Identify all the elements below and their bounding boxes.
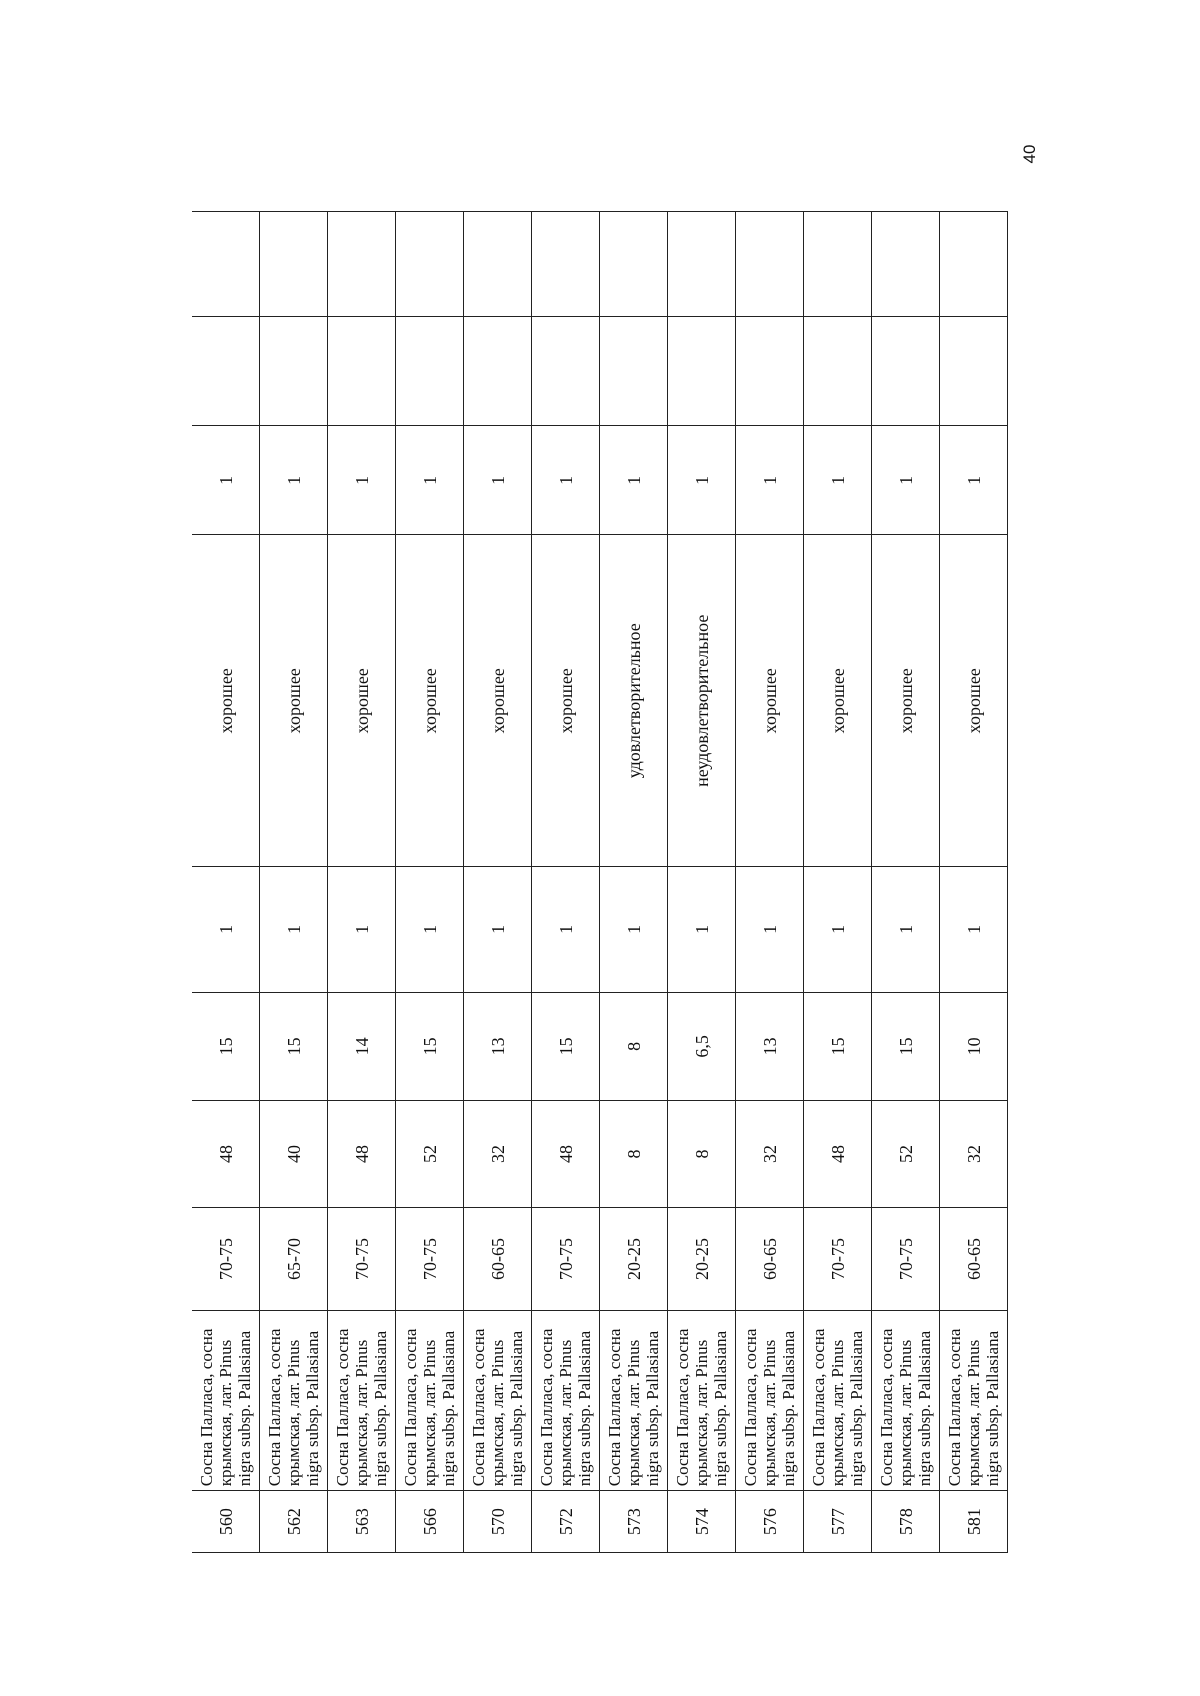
- cell-diameter: 8: [668, 1100, 736, 1207]
- inventory-table-rotated: [192, 211, 1004, 1553]
- cell-species: Сосна Палласа, сосна крымская, лат. Pinus nigra subsp. Pallasiana: [940, 1310, 1008, 1490]
- cell-empty-2: [872, 212, 940, 317]
- cell-condition: хорошее: [940, 535, 1008, 867]
- cell-height: 15: [872, 992, 940, 1100]
- cell-number: 577: [804, 1491, 872, 1553]
- cell-age: 70-75: [396, 1207, 464, 1310]
- cell-count-2: 1: [736, 426, 804, 535]
- cell-count: 1: [872, 867, 940, 993]
- cell-height: 14: [328, 992, 396, 1100]
- cell-empty-1: [464, 317, 532, 426]
- cell-empty-1: [804, 317, 872, 426]
- cell-count: 1: [192, 867, 260, 993]
- cell-count-2: 1: [464, 426, 532, 535]
- cell-age: 70-75: [872, 1207, 940, 1310]
- cell-number: 581: [940, 1491, 1008, 1553]
- cell-condition: неудовлетворительное: [668, 535, 736, 867]
- cell-height: 13: [736, 992, 804, 1100]
- cell-age: 60-65: [940, 1207, 1008, 1310]
- cell-empty-2: [532, 212, 600, 317]
- cell-count: 1: [464, 867, 532, 993]
- cell-age: 70-75: [532, 1207, 600, 1310]
- cell-height: 15: [260, 992, 328, 1100]
- cell-count-2: 1: [872, 426, 940, 535]
- cell-diameter: 48: [328, 1100, 396, 1207]
- cell-count-2: 1: [600, 426, 668, 535]
- cell-condition: хорошее: [532, 535, 600, 867]
- cell-diameter: 52: [396, 1100, 464, 1207]
- table-row: [600, 212, 668, 1553]
- cell-empty-2: [396, 212, 464, 317]
- cell-count: 1: [940, 867, 1008, 993]
- cell-species: Сосна Палласа, сосна крымская, лат. Pinus nigra subsp. Pallasiana: [600, 1310, 668, 1490]
- cell-diameter: 32: [940, 1100, 1008, 1207]
- inventory-table-container: [192, 211, 1004, 1553]
- cell-height: 15: [192, 992, 260, 1100]
- cell-count-2: 1: [940, 426, 1008, 535]
- cell-count: 1: [804, 867, 872, 993]
- cell-empty-2: [464, 212, 532, 317]
- table-row: [804, 212, 872, 1553]
- cell-species: Сосна Палласа, сосна крымская, лат. Pinus nigra subsp. Pallasiana: [736, 1310, 804, 1490]
- cell-number: 570: [464, 1491, 532, 1553]
- cell-height: 15: [804, 992, 872, 1100]
- cell-empty-2: [600, 212, 668, 317]
- cell-age: 65-70: [260, 1207, 328, 1310]
- cell-empty-2: [192, 212, 260, 317]
- cell-age: 60-65: [464, 1207, 532, 1310]
- cell-empty-2: [260, 212, 328, 317]
- cell-count-2: 1: [260, 426, 328, 535]
- cell-number: 576: [736, 1491, 804, 1553]
- cell-empty-1: [872, 317, 940, 426]
- cell-age: 60-65: [736, 1207, 804, 1310]
- cell-diameter: 32: [736, 1100, 804, 1207]
- cell-age: 70-75: [804, 1207, 872, 1310]
- cell-height: 10: [940, 992, 1008, 1100]
- cell-age: 70-75: [328, 1207, 396, 1310]
- cell-count: 1: [600, 867, 668, 993]
- cell-count: 1: [260, 867, 328, 993]
- cell-condition: хорошее: [736, 535, 804, 867]
- cell-count: 1: [396, 867, 464, 993]
- table-row: [940, 212, 1008, 1553]
- cell-height: 6,5: [668, 992, 736, 1100]
- cell-count: 1: [532, 867, 600, 993]
- cell-species: Сосна Палласа, сосна крымская, лат. Pinus nigra subsp. Pallasiana: [260, 1310, 328, 1490]
- cell-number: 578: [872, 1491, 940, 1553]
- cell-number: 573: [600, 1491, 668, 1553]
- cell-empty-2: [328, 212, 396, 317]
- table-row: [872, 212, 940, 1553]
- table-row: [192, 212, 260, 1553]
- cell-species: Сосна Палласа, сосна крымская, лат. Pinus nigra subsp. Pallasiana: [668, 1310, 736, 1490]
- cell-empty-1: [396, 317, 464, 426]
- cell-species: Сосна Палласа, сосна крымская, лат. Pinus nigra subsp. Pallasiana: [192, 1310, 260, 1490]
- cell-empty-1: [940, 317, 1008, 426]
- cell-species: Сосна Палласа, сосна крымская, лат. Pinus nigra subsp. Pallasiana: [464, 1310, 532, 1490]
- cell-condition: хорошее: [328, 535, 396, 867]
- cell-empty-1: [192, 317, 260, 426]
- cell-diameter: 40: [260, 1100, 328, 1207]
- cell-diameter: 8: [600, 1100, 668, 1207]
- cell-number: 566: [396, 1491, 464, 1553]
- cell-empty-1: [600, 317, 668, 426]
- table-row: [736, 212, 804, 1553]
- cell-condition: хорошее: [396, 535, 464, 867]
- table-row: [464, 212, 532, 1553]
- cell-empty-1: [260, 317, 328, 426]
- table-row: [328, 212, 396, 1553]
- cell-number: 560: [192, 1491, 260, 1553]
- inventory-table: [192, 211, 1008, 1553]
- table-row: [396, 212, 464, 1553]
- cell-diameter: 48: [532, 1100, 600, 1207]
- cell-species: Сосна Палласа, сосна крымская, лат. Pinus nigra subsp. Pallasiana: [396, 1310, 464, 1490]
- cell-count: 1: [736, 867, 804, 993]
- cell-age: 20-25: [668, 1207, 736, 1310]
- cell-count-2: 1: [668, 426, 736, 535]
- cell-condition: хорошее: [872, 535, 940, 867]
- cell-empty-2: [668, 212, 736, 317]
- cell-height: 13: [464, 992, 532, 1100]
- page-number: 40: [1020, 144, 1039, 164]
- cell-diameter: 52: [872, 1100, 940, 1207]
- cell-number: 563: [328, 1491, 396, 1553]
- cell-empty-1: [532, 317, 600, 426]
- cell-condition: удовлетворительное: [600, 535, 668, 867]
- cell-age: 20-25: [600, 1207, 668, 1310]
- cell-number: 574: [668, 1491, 736, 1553]
- cell-count-2: 1: [396, 426, 464, 535]
- cell-species: Сосна Палласа, сосна крымская, лат. Pinus nigra subsp. Pallasiana: [872, 1310, 940, 1490]
- cell-diameter: 48: [192, 1100, 260, 1207]
- cell-number: 562: [260, 1491, 328, 1553]
- cell-count: 1: [668, 867, 736, 993]
- cell-species: Сосна Палласа, сосна крымская, лат. Pinus nigra subsp. Pallasiana: [532, 1310, 600, 1490]
- cell-condition: хорошее: [464, 535, 532, 867]
- cell-height: 8: [600, 992, 668, 1100]
- cell-condition: хорошее: [804, 535, 872, 867]
- table-row: [668, 212, 736, 1553]
- cell-count-2: 1: [328, 426, 396, 535]
- cell-condition: хорошее: [192, 535, 260, 867]
- cell-age: 70-75: [192, 1207, 260, 1310]
- cell-empty-1: [736, 317, 804, 426]
- inventory-table-body: [192, 212, 1008, 1553]
- cell-count-2: 1: [804, 426, 872, 535]
- table-row: [532, 212, 600, 1553]
- cell-empty-1: [328, 317, 396, 426]
- cell-species: Сосна Палласа, сосна крымская, лат. Pinus nigra subsp. Pallasiana: [804, 1310, 872, 1490]
- cell-empty-2: [804, 212, 872, 317]
- cell-empty-2: [940, 212, 1008, 317]
- cell-height: 15: [396, 992, 464, 1100]
- cell-number: 572: [532, 1491, 600, 1553]
- cell-count-2: 1: [192, 426, 260, 535]
- cell-count-2: 1: [532, 426, 600, 535]
- cell-empty-2: [736, 212, 804, 317]
- cell-condition: хорошее: [260, 535, 328, 867]
- cell-diameter: 32: [464, 1100, 532, 1207]
- cell-count: 1: [328, 867, 396, 993]
- cell-species: Сосна Палласа, сосна крымская, лат. Pinus nigra subsp. Pallasiana: [328, 1310, 396, 1490]
- cell-empty-1: [668, 317, 736, 426]
- cell-height: 15: [532, 992, 600, 1100]
- cell-diameter: 48: [804, 1100, 872, 1207]
- table-row: [260, 212, 328, 1553]
